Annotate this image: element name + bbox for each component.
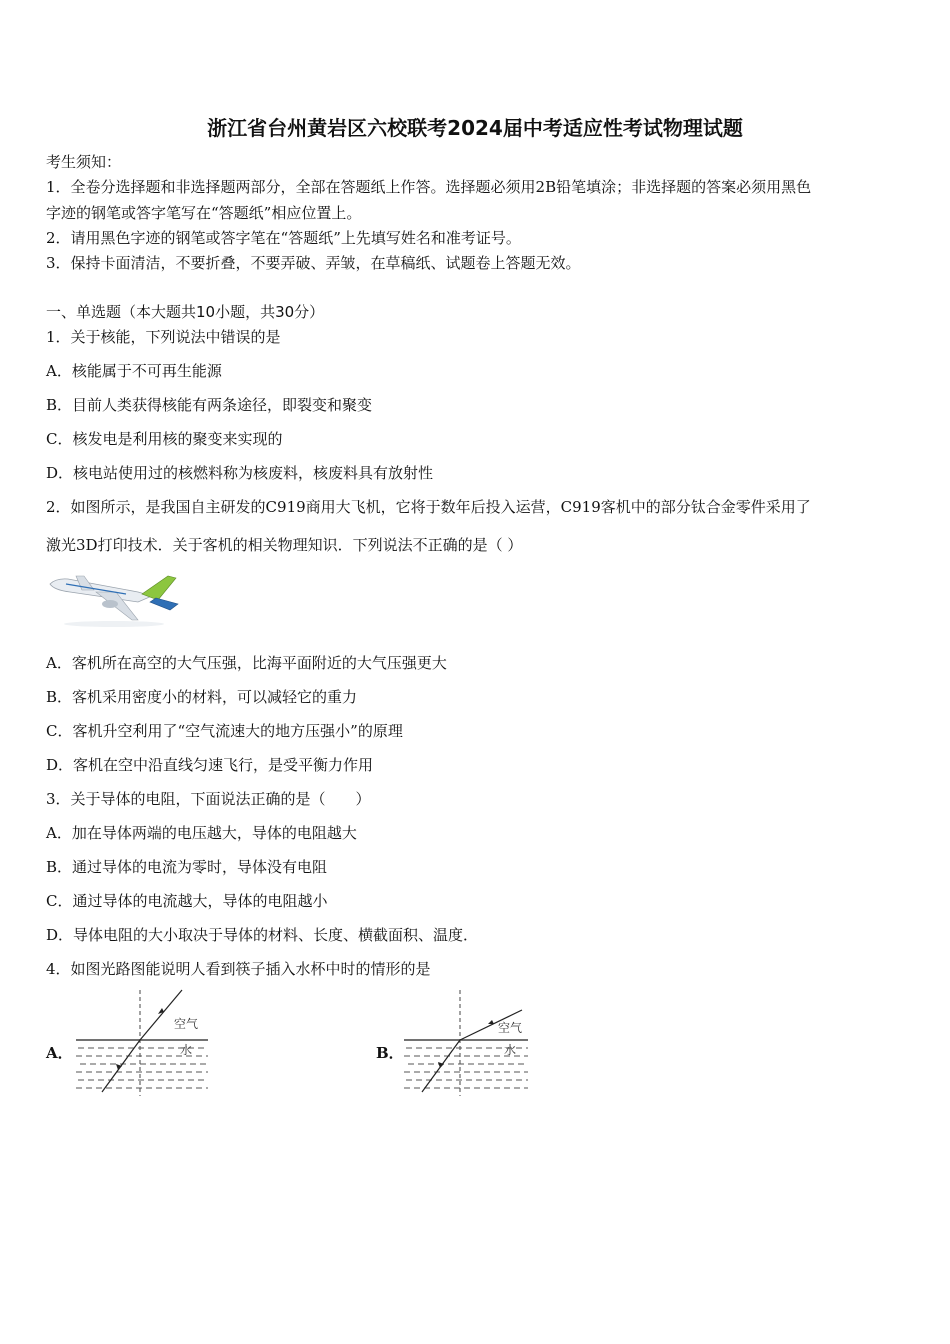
- q4-figure-b: [400, 988, 540, 1100]
- q1-option-b: B．目前人类获得核能有两条途径，即裂变和聚变: [46, 396, 373, 414]
- q4-figure-b-label: B．: [376, 1044, 404, 1062]
- q4-figure-a-air-label: 空气: [174, 1017, 199, 1031]
- q2-option-b: B．客机采用密度小的材料，可以减轻它的重力: [46, 688, 358, 706]
- q1-option-a: A．核能属于不可再生能源: [46, 362, 222, 380]
- notice-line-4: 3．保持卡面清洁，不要折叠，不要弄破、弄皱，在草稿纸、试题卷上答题无效。: [46, 254, 581, 272]
- q3-option-a: A．加在导体两端的电压越大，导体的电阻越大: [46, 824, 357, 842]
- q1-option-c: C．核发电是利用核的聚变来实现的: [46, 430, 283, 448]
- q3-option-b: B．通过导体的电流为零时，导体没有电阻: [46, 858, 328, 876]
- q4-stem: 4．如图光路图能说明人看到筷子插入水杯中时的情形的是: [46, 960, 431, 978]
- q1-option-d: D．核电站使用过的核燃料称为核废料，核废料具有放射性: [46, 464, 434, 482]
- q3-stem: 3．关于导体的电阻，下面说法正确的是（ ）: [46, 790, 371, 808]
- q4-figure-a: [72, 988, 212, 1100]
- notice-line-3: 2．请用黑色字迹的钢笔或答字笔在“答题纸”上先填写姓名和准考证号。: [46, 229, 521, 247]
- q4-figure-b-air-label: 空气: [498, 1021, 523, 1035]
- q1-stem: 1．关于核能，下列说法中错误的是: [46, 328, 281, 346]
- section-heading: 一、单选题（本大题共10小题，共30分）: [46, 303, 325, 321]
- q2-option-c: C．客机升空利用了“空气流速大的地方压强小”的原理: [46, 722, 403, 740]
- airplane-figure: [46, 570, 182, 628]
- notice-line-1: 1．全卷分选择题和非选择题两部分，全部在答题纸上作答。选择题必须用2B铅笔填涂；非选择题的答案必须用黑色: [46, 178, 812, 196]
- notice-heading: 考生须知：: [46, 153, 122, 171]
- q3-option-c: C．通过导体的电流越大，导体的电阻越小: [46, 892, 328, 910]
- q2-stem-line-1: 2．如图所示，是我国自主研发的C919商用大飞机，它将于数年后投入运营，C919客机中的部分钛合金零件采用了: [46, 498, 811, 516]
- q2-option-d: D．客机在空中沿直线匀速飞行，是受平衡力作用: [46, 756, 374, 774]
- q4-figure-b-water-label: 水: [504, 1043, 517, 1057]
- notice-line-2: 字迹的钢笔或答字笔写在“答题纸”相应位置上。: [46, 204, 362, 222]
- page-title: 浙江省台州黄岩区六校联考2024届中考适应性考试物理试题: [207, 116, 743, 140]
- q3-option-d: D．导体电阻的大小取决于导体的材料、长度、横截面积、温度．: [46, 926, 479, 944]
- q4-figure-a-water-label: 水: [180, 1043, 193, 1057]
- q4-figure-a-label: A．: [46, 1044, 73, 1062]
- q2-stem-line-2: 激光3D打印技术．关于客机的相关物理知识．下列说法不正确的是（ ）: [46, 536, 523, 554]
- q2-option-a: A．客机所在高空的大气压强，比海平面附近的大气压强更大: [46, 654, 447, 672]
